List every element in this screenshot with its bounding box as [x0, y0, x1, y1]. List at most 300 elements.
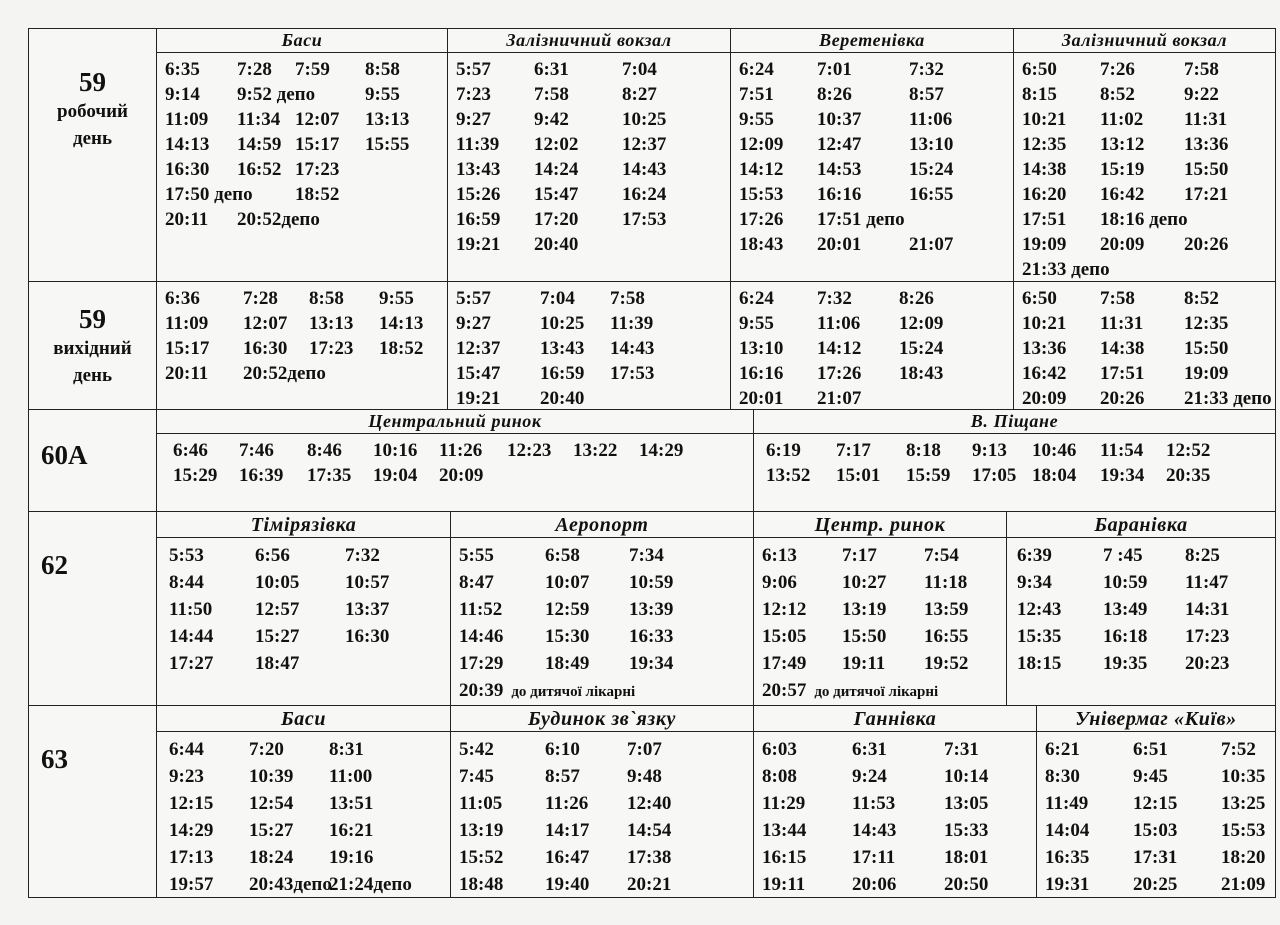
time-row [169, 871, 442, 898]
departure-time: 10:21 [1022, 313, 1067, 334]
departure-time: 6:56 [255, 545, 290, 566]
departure-time: 13:19 [842, 599, 887, 620]
time-row [762, 623, 998, 650]
time-row [169, 763, 442, 790]
departure-time: 11:52 [459, 599, 503, 620]
time-row [165, 57, 439, 82]
time-row [169, 736, 442, 763]
departure-times [731, 55, 1013, 257]
empty-cell [365, 182, 439, 207]
departure-time: 9:55 [365, 84, 400, 105]
departure-time: 16:47 [545, 847, 590, 868]
departure-time: 16:39 [239, 465, 284, 486]
departure-time: 6:21 [1045, 739, 1080, 760]
departure-time: 12:40 [627, 793, 672, 814]
departure-time: 16:24 [622, 184, 667, 205]
departure-time: 13:52 [766, 465, 811, 486]
time-row [459, 623, 745, 650]
departure-time: 12:52 [1166, 440, 1211, 461]
departure-time: 12:23 [507, 440, 552, 461]
departure-times [1037, 734, 1275, 898]
departure-time: 13:12 [1100, 134, 1145, 155]
stop-column-аеропорт [451, 512, 754, 705]
time-row [1022, 182, 1267, 207]
route-number: 62 [41, 550, 68, 580]
departure-time: 7:23 [456, 84, 491, 105]
departure-time: 20:21 [627, 874, 672, 895]
departure-time: 19:21 [456, 388, 501, 409]
departure-time: 13:43 [540, 338, 585, 359]
departure-time: 20:40 [534, 234, 579, 255]
time-row-note [459, 677, 745, 704]
departure-time: 20:39 [459, 680, 504, 701]
departure-time: 12:35 [1184, 313, 1229, 334]
empty-cell [1184, 257, 1267, 282]
departure-time: 12:54 [249, 793, 294, 814]
departure-time: 17:23 [309, 338, 354, 359]
time-row [739, 286, 1005, 311]
departure-time: 16:15 [762, 847, 807, 868]
time-row [1022, 232, 1267, 257]
time-row [739, 182, 1005, 207]
departure-time: 10:59 [1103, 572, 1148, 593]
departure-time: 14:53 [817, 159, 862, 180]
stop-column-веретенівка [731, 29, 1014, 281]
departure-time: 16:20 [1022, 184, 1067, 205]
time-row [762, 650, 998, 677]
departure-time: 15:24 [899, 338, 944, 359]
departure-times [448, 284, 730, 411]
time-row [459, 736, 745, 763]
departure-times [1014, 284, 1275, 411]
departure-time: 20:11 [165, 209, 209, 230]
departure-time: 14:13 [165, 134, 210, 155]
departure-time: 18:20 [1221, 847, 1266, 868]
destination-note: до дитячої лікарні [511, 684, 636, 700]
departure-time: 21:09 [1221, 874, 1266, 895]
time-row [165, 132, 439, 157]
time-row [456, 286, 722, 311]
departure-time: 5:53 [169, 545, 204, 566]
departure-time: 8:44 [169, 572, 204, 593]
time-row [739, 361, 1005, 386]
departure-time: 15:17 [295, 134, 340, 155]
time-row [1022, 257, 1267, 282]
departure-time: 14:46 [459, 626, 504, 647]
departure-time: 18:15 [1017, 653, 1062, 674]
departure-time: 15:53 [739, 184, 784, 205]
departure-time: 11:54 [1100, 440, 1144, 461]
departure-time: 17:21 [1184, 184, 1229, 205]
empty-cell [909, 207, 1005, 232]
empty-cell [899, 386, 1005, 411]
departure-time: 14:59 [237, 134, 282, 155]
departure-time: 10:05 [255, 572, 300, 593]
time-row [762, 596, 998, 623]
departure-time: 7:59 [295, 59, 330, 80]
departure-time: 11:49 [1045, 793, 1089, 814]
departure-time: 8:31 [329, 739, 364, 760]
time-row [739, 107, 1005, 132]
time-row [1022, 107, 1267, 132]
time-row [459, 596, 745, 623]
departure-time: 12:47 [817, 134, 862, 155]
departure-time: 20:52депо [243, 363, 326, 384]
time-row-note [762, 677, 998, 704]
departure-time: 8:15 [1022, 84, 1057, 105]
departure-time: 19:34 [1100, 465, 1145, 486]
stop-column-баси [157, 29, 448, 281]
departure-time: 14:12 [817, 338, 862, 359]
time-row [762, 871, 1028, 898]
departure-time: 21:33 депо [1022, 259, 1110, 280]
departure-time: 5:42 [459, 739, 494, 760]
departure-time: 15:52 [459, 847, 504, 868]
empty-cell [309, 361, 379, 386]
departure-time: 19:04 [373, 465, 418, 486]
departure-time: 16:52 [237, 159, 282, 180]
departure-time: 15:50 [1184, 338, 1229, 359]
departure-time: 20:57 [762, 680, 807, 701]
departure-time: 17:23 [295, 159, 340, 180]
time-row [165, 182, 439, 207]
departure-time: 14:29 [169, 820, 214, 841]
time-row [739, 207, 1005, 232]
stop-column-центральний-ринок [157, 410, 754, 511]
time-row [1017, 569, 1267, 596]
stop-column-тімірязівка [157, 512, 451, 705]
departure-time: 6:50 [1022, 59, 1057, 80]
stop-column-баси [157, 706, 451, 897]
departure-time: 9:45 [1133, 766, 1168, 787]
departure-time: 10:35 [1221, 766, 1266, 787]
time-row [1017, 650, 1267, 677]
departure-time: 18:43 [899, 363, 944, 384]
departure-time: 10:37 [817, 109, 862, 130]
time-row [456, 82, 722, 107]
departure-time: 11:39 [456, 134, 500, 155]
departure-time: 9:24 [852, 766, 887, 787]
time-row [1045, 844, 1267, 871]
departure-time: 6:31 [534, 59, 569, 80]
departure-time: 6:03 [762, 739, 797, 760]
departure-time: 11:31 [1184, 109, 1228, 130]
route-label [29, 29, 157, 281]
stop-title: Будинок зв`язку [451, 706, 753, 732]
departure-time: 7:58 [1100, 288, 1135, 309]
departure-time: 8:26 [817, 84, 852, 105]
departure-time: 20:40 [540, 388, 585, 409]
departure-time: 12:37 [456, 338, 501, 359]
departure-time: 21:33 депо [1184, 388, 1272, 409]
departure-time: 17:29 [459, 653, 504, 674]
stop-column-в-піщане [754, 410, 1275, 511]
empty-cell [379, 361, 439, 386]
time-row [459, 844, 745, 871]
departure-time: 5:57 [456, 288, 491, 309]
time-row [165, 107, 439, 132]
departure-time: 8:30 [1045, 766, 1080, 787]
departure-time: 9:06 [762, 572, 797, 593]
departure-time: 9:22 [1184, 84, 1219, 105]
departure-times [157, 55, 447, 232]
departure-time: 17:11 [852, 847, 896, 868]
time-row [459, 569, 745, 596]
departure-time: 9:13 [972, 440, 1007, 461]
departure-times [157, 284, 447, 386]
departure-time: 12:43 [1017, 599, 1062, 620]
time-row [1045, 790, 1267, 817]
departure-time: 11:53 [852, 793, 896, 814]
departure-time: 19:09 [1022, 234, 1067, 255]
departure-time: 19:11 [762, 874, 806, 895]
departure-time: 20:09 [1100, 234, 1145, 255]
departure-time: 8:57 [545, 766, 580, 787]
departure-time: 15:26 [456, 184, 501, 205]
departure-time: 7:46 [239, 440, 274, 461]
route-number: 59 [79, 67, 106, 97]
time-row [165, 207, 439, 232]
time-row [456, 361, 722, 386]
empty-cell [507, 463, 573, 488]
stop-title: Баси [157, 706, 450, 732]
departure-time: 13:25 [1221, 793, 1266, 814]
departure-time: 15:05 [762, 626, 807, 647]
departure-time: 16:59 [456, 209, 501, 230]
route-row-59 [29, 29, 1275, 281]
time-row [1022, 286, 1267, 311]
route-number: 63 [41, 744, 68, 774]
stop-column-баранівка [1007, 512, 1275, 705]
time-row [169, 623, 442, 650]
departure-time: 17:51 депо [817, 209, 905, 230]
departure-time: 18:16 депо [1100, 209, 1188, 230]
time-row [173, 463, 745, 488]
departure-time: 12:12 [762, 599, 807, 620]
stop-title: Універмаг «Київ» [1037, 706, 1275, 732]
empty-cell [345, 650, 442, 677]
time-row [739, 311, 1005, 336]
departure-time: 9:55 [379, 288, 414, 309]
departure-time: 15:24 [909, 159, 954, 180]
departure-times [1014, 55, 1275, 282]
departure-time: 13:59 [924, 599, 969, 620]
departure-time: 20:09 [1022, 388, 1067, 409]
time-row [456, 386, 722, 411]
departure-time: 15:17 [165, 338, 210, 359]
stop-column-untitled [1014, 282, 1275, 409]
departure-time: 9:55 [739, 313, 774, 334]
time-row [456, 182, 722, 207]
departure-time: 15:47 [534, 184, 579, 205]
departure-time: 20:01 [817, 234, 862, 255]
time-row [165, 157, 439, 182]
departure-time: 10:07 [545, 572, 590, 593]
departure-time: 20:35 [1166, 465, 1211, 486]
departure-time: 16:16 [817, 184, 862, 205]
departure-time: 14:04 [1045, 820, 1090, 841]
departure-time: 11:09 [165, 109, 209, 130]
route-row-62 [29, 511, 1275, 705]
departure-time: 9:52 депо [237, 84, 316, 105]
departure-time: 15:27 [249, 820, 294, 841]
departure-time: 13:36 [1184, 134, 1229, 155]
departure-time: 8:52 [1100, 84, 1135, 105]
departure-time: 5:55 [459, 545, 494, 566]
time-row [1022, 57, 1267, 82]
empty-cell [295, 207, 365, 232]
time-row [1022, 157, 1267, 182]
time-row [762, 817, 1028, 844]
departure-time: 18:49 [545, 653, 590, 674]
destination-note: до дитячої лікарні [814, 684, 939, 700]
timetable-sheet [28, 28, 1276, 898]
departure-time: 13:05 [944, 793, 989, 814]
departure-time: 9:27 [456, 313, 491, 334]
empty-cell [365, 157, 439, 182]
departure-time: 11:02 [1100, 109, 1144, 130]
time-row [459, 542, 745, 569]
departure-time: 17:23 [1185, 626, 1230, 647]
route-label [29, 410, 157, 511]
route-day-type: день [72, 128, 113, 149]
time-row [739, 57, 1005, 82]
stop-title: Баси [157, 29, 447, 53]
departure-time: 10:46 [1032, 440, 1077, 461]
departure-time: 11:00 [329, 766, 373, 787]
time-row [459, 790, 745, 817]
departure-time: 15:30 [545, 626, 590, 647]
departure-time: 8:57 [909, 84, 944, 105]
departure-time: 17:27 [169, 653, 214, 674]
time-row [1045, 871, 1267, 898]
departure-time: 12:07 [295, 109, 340, 130]
time-row [739, 336, 1005, 361]
time-row [1022, 207, 1267, 232]
departure-time: 20:06 [852, 874, 897, 895]
departure-time: 7:31 [944, 739, 979, 760]
departure-times [157, 734, 450, 898]
departure-time: 12:37 [622, 134, 667, 155]
departure-time: 7:54 [924, 545, 959, 566]
departure-time: 17:13 [169, 847, 214, 868]
departure-time: 16:42 [1022, 363, 1067, 384]
departure-time: 8:26 [899, 288, 934, 309]
departure-time: 16:42 [1100, 184, 1145, 205]
departure-time: 14:31 [1185, 599, 1230, 620]
time-row [169, 790, 442, 817]
departure-time: 15:50 [842, 626, 887, 647]
departure-time: 16:21 [329, 820, 374, 841]
departure-time: 13:44 [762, 820, 807, 841]
departure-time: 20:01 [739, 388, 784, 409]
departure-time: 19:16 [329, 847, 374, 868]
departure-time: 7:58 [1184, 59, 1219, 80]
departure-time: 16:59 [540, 363, 585, 384]
departure-time: 14:44 [169, 626, 214, 647]
departure-time: 14:12 [739, 159, 784, 180]
departure-time: 15:27 [255, 626, 300, 647]
departure-time: 20:26 [1184, 234, 1229, 255]
time-row [1045, 736, 1267, 763]
departure-time: 17:31 [1133, 847, 1178, 868]
departure-time: 6:46 [173, 440, 208, 461]
departure-time: 6:36 [165, 288, 200, 309]
empty-cell [1184, 207, 1267, 232]
departure-time: 15:03 [1133, 820, 1178, 841]
departure-time: 13:51 [329, 793, 374, 814]
departure-time: 7:45 [459, 766, 494, 787]
departure-time: 15:29 [173, 465, 218, 486]
time-row [169, 542, 442, 569]
departure-time: 8:27 [622, 84, 657, 105]
departure-time: 17:51 [1022, 209, 1067, 230]
time-row [1022, 132, 1267, 157]
departure-time: 17:26 [739, 209, 784, 230]
departure-times [754, 734, 1036, 898]
time-row [173, 438, 745, 463]
stop-column-залізничний-вокзал [1014, 29, 1275, 281]
time-row [1022, 336, 1267, 361]
departure-time: 17:50 депо [165, 184, 253, 205]
time-row [165, 336, 439, 361]
time-row [739, 386, 1005, 411]
departure-time: 13:10 [909, 134, 954, 155]
departure-time: 14:54 [627, 820, 672, 841]
departure-time: 18:04 [1032, 465, 1077, 486]
departure-time: 15:19 [1100, 159, 1145, 180]
departure-time: 14:38 [1022, 159, 1067, 180]
time-row [459, 871, 745, 898]
departure-time: 11:34 [237, 109, 281, 130]
departure-time: 6:31 [852, 739, 887, 760]
departure-time: 20:26 [1100, 388, 1145, 409]
route-day-type: робочий [57, 101, 128, 122]
departure-time: 13:37 [345, 599, 390, 620]
departure-times [451, 734, 753, 898]
stop-title: Ганнівка [754, 706, 1036, 732]
stop-title: Аеропорт [451, 512, 753, 538]
time-row [456, 207, 722, 232]
departure-time: 12:02 [534, 134, 579, 155]
stop-column-untitled [731, 282, 1014, 409]
departure-time: 7:26 [1100, 59, 1135, 80]
departure-time: 17:53 [610, 363, 655, 384]
departure-time: 12:09 [739, 134, 784, 155]
departure-time: 13:19 [459, 820, 504, 841]
time-row [1022, 311, 1267, 336]
departure-time: 14:29 [639, 440, 684, 461]
departure-time: 6:24 [739, 59, 774, 80]
departure-time: 12:15 [1133, 793, 1178, 814]
route-day-type: день [72, 365, 113, 386]
stop-title: Залізничний вокзал [448, 29, 730, 53]
departure-time: 7:58 [610, 288, 645, 309]
departure-time: 17:38 [627, 847, 672, 868]
time-row [169, 844, 442, 871]
departure-time: 7:28 [237, 59, 272, 80]
departure-time: 16:18 [1103, 626, 1148, 647]
route-label [29, 706, 157, 897]
empty-cell [610, 386, 722, 411]
time-row [762, 790, 1028, 817]
departure-time: 19:34 [629, 653, 674, 674]
time-row [739, 157, 1005, 182]
departure-time: 13:43 [456, 159, 501, 180]
departure-time: 9:27 [456, 109, 491, 130]
departure-time: 11:06 [909, 109, 953, 130]
time-row [762, 844, 1028, 871]
